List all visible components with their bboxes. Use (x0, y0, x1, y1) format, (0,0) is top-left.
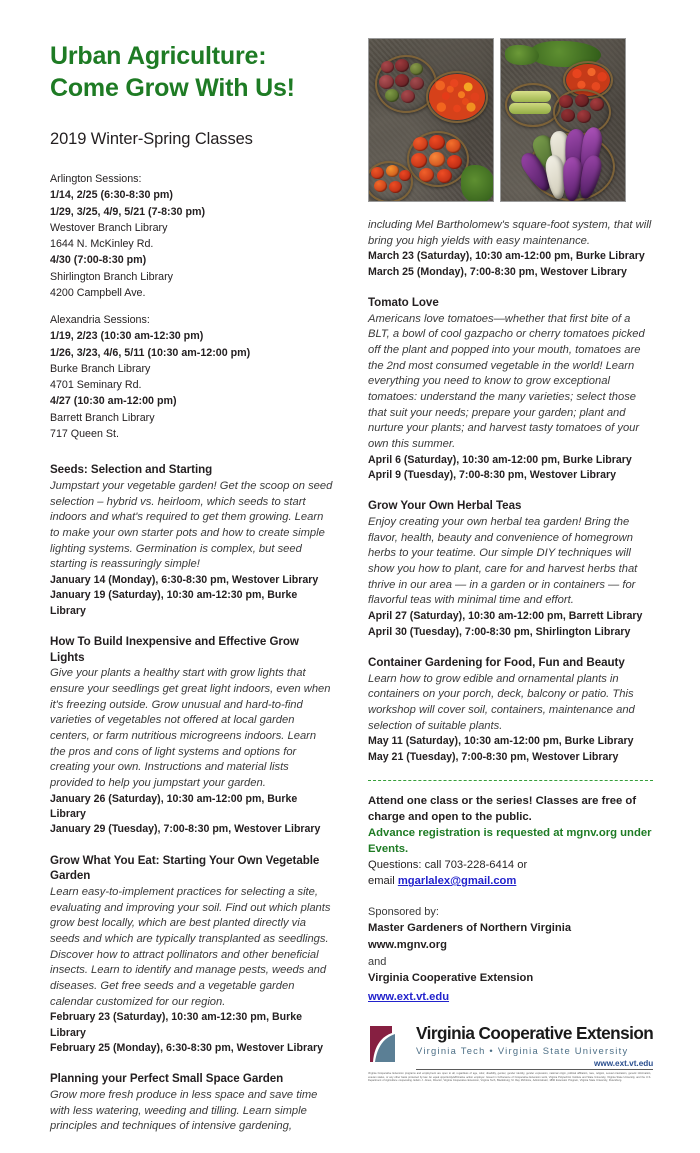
session-line: Westover Branch Library (50, 221, 168, 234)
session-line: 4/27 (10:30 am-12:00 pm) (50, 395, 177, 408)
class-date: February 25 (Monday), 6:30-8:30 pm, Westover Library (50, 1042, 323, 1055)
produce-dot (374, 180, 387, 192)
leafy-greens (505, 45, 539, 65)
produce-dot (386, 165, 399, 177)
produce-dot (401, 90, 415, 103)
class-date: January 19 (Saturday), 10:30 am-12:30 pm, Burke Library (50, 589, 298, 617)
class-date: April 27 (Saturday), 10:30 am-12:00 pm, Barrett Library (368, 610, 643, 623)
produce-dot (385, 89, 399, 102)
class-description: Learn easy-to-implement practices for selecting a site, evaluating and improving your soil. Find out which plants grow best locally, which are best planted directly via seeds and which are typically transplanted as seedlings. Discover how to attract pollinators and other beneficial insects. Learn to identify and manage pests, weeds and diseases. Get free seeds and a vegetable garden calendar customized for our region. (50, 886, 331, 1008)
squash (509, 103, 551, 114)
produce-dot (410, 63, 423, 75)
sessions-block (50, 171, 333, 442)
left-column (50, 40, 333, 1150)
produce-dot (429, 152, 445, 167)
session-line: 1/19, 2/23 (10:30 am-12:30 pm) (50, 330, 204, 343)
class-title: Seeds: Selection and Starting (50, 463, 213, 477)
produce-dot (577, 110, 591, 123)
produce-dot (590, 98, 604, 111)
produce-dot (559, 95, 573, 108)
registration-line-1: Advance registration is requested at mgnv.org under (368, 826, 652, 839)
session-line: 717 Queen St. (50, 427, 119, 440)
class-date: March 23 (Saturday), 10:30 am-12:00 pm, Burke Library (368, 250, 645, 263)
logo-url: www.ext.vt.edu (593, 1059, 654, 1069)
session-line: Shirlington Branch Library (50, 270, 173, 283)
sponsor-org-1: Master Gardeners of Northern Virginia (368, 922, 572, 934)
session-line: 4701 Seminary Rd. (50, 379, 142, 392)
logo-title: Virginia Cooperative Extension (416, 1022, 654, 1043)
logo-url-row (416, 1059, 653, 1070)
produce-dot (419, 168, 434, 182)
footer-info (368, 793, 653, 890)
produce-dot (411, 153, 427, 168)
produce-dot (410, 77, 424, 90)
produce-dot (437, 169, 452, 183)
session-line: 1/29, 3/25, 4/9, 5/21 (7-8:30 pm) (50, 205, 206, 218)
leafy-greens (461, 165, 494, 202)
produce-dot (395, 74, 409, 87)
vce-swoosh-icon (368, 1024, 410, 1064)
class-description: Enjoy creating your own herbal tea garden! Bring the flavor, health, beauty and convenience of homegrown herbs to your teatime. Our simple DIY techniques will show you how to plant, care for and harvest herbs that thrive in our area — in a garden or in containers — for flavorful teas with minimal time and effort. (368, 516, 638, 607)
attend-line-2: charge and open to the public. (368, 810, 532, 823)
class-description-part-1: Grow more fresh produce in less space and save time with less watering, weeding and tilling. Learn simple principles and techniques of intensive gardening, (50, 1089, 318, 1133)
produce-dot (389, 181, 402, 193)
photo-tomato-baskets (368, 38, 494, 202)
produce-dot (561, 109, 575, 122)
class-title: How To Build Inexpensive and Effective Grow Lights (50, 635, 299, 664)
logo-schools: Virginia Tech • Virginia State University (416, 1045, 629, 1057)
photo-vegetable-baskets (500, 38, 626, 202)
arlington-heading: Arlington Sessions: (50, 173, 142, 185)
page-title (50, 40, 333, 104)
produce-dot (371, 167, 384, 179)
session-line: 1644 N. McKinley Rd. (50, 238, 154, 251)
class-block-spanning-start (50, 1071, 333, 1135)
sponsor-label: Sponsored by: (368, 905, 439, 918)
class-date: January 29 (Tuesday), 7:00-8:30 pm, Westover Library (50, 823, 321, 836)
class-date: May 21 (Tuesday), 7:00-8:30 pm, Westover Library (368, 750, 619, 763)
class-block (368, 295, 653, 483)
right-column (368, 38, 653, 1082)
title-line-2: Come Grow With Us! (50, 74, 295, 102)
sponsor-url-1: www.mgnv.org (368, 938, 447, 951)
class-description: Jumpstart your vegetable garden! Get the scoop on seed selection – hybrid vs. heirloom, which seeds to start indoors and what's required to get them growing. Learn to make your own starter pots and how to create simple lighting systems. Germination is complex, but seed starting is reassuringly simple! (50, 479, 333, 571)
produce-dot (447, 155, 462, 169)
questions-line: Questions: call 703-228-6414 or (368, 859, 528, 872)
class-description-part-2: including Mel Bartholomew's square-foot system, that will bring you high yields with easy maintenance. (368, 219, 652, 247)
session-line: Burke Branch Library (50, 362, 151, 375)
vce-logo-mark-icon (368, 1024, 410, 1064)
sponsor-url-2-link[interactable]: www.ext.vt.edu (368, 990, 450, 1003)
class-title: Grow Your Own Herbal Teas (368, 499, 522, 513)
session-line: 1/14, 2/25 (6:30-8:30 pm) (50, 189, 173, 202)
class-block-spanning-end (368, 218, 653, 280)
registration-line-2: Events. (368, 843, 409, 855)
class-block (50, 853, 333, 1057)
class-date: January 14 (Monday), 6:30-8:30 pm, Westover Library (50, 573, 319, 586)
sponsor-org-2: Virginia Cooperative Extension (368, 972, 534, 985)
produce-dot (395, 59, 409, 72)
produce-dot (399, 170, 411, 181)
class-description: Americans love tomatoes—whether that first bite of a BLT, a bowl of cool gazpacho or cherry tomatoes picked off the plant and popped into your mouth, tomatoes are the 2nd most consumed vegetable in the world! Learn everything you need to know to grow exceptional tomatoes: understand the many varieties; select those that suit your needs; prepare your garden; plant and nurture your plants; and harvest tasty tomatoes of your own this summer. (368, 312, 645, 451)
class-title: Planning your Perfect Small Space Garden (50, 1072, 284, 1086)
class-block (50, 462, 333, 619)
produce-dot (381, 61, 394, 73)
session-line: Barrett Branch Library (50, 411, 155, 424)
class-description: Learn how to grow edible and ornamental plants in containers on your porch, deck, balcony or patio. This workshop will cover soil, containers, maintenance and selection of suitable plants. (368, 672, 635, 732)
alexandria-heading: Alexandria Sessions: (50, 314, 150, 327)
class-date: January 26 (Saturday), 10:30 am-12:00 pm, Burke Library (50, 792, 298, 821)
class-description: Give your plants a healthy start with grow lights that ensure your seedlings get great light indoors, even when it's freezing outside. Grow unusual and hard-to-find varieties of vegetables not offered at local garden centers, or farm nutritious microgreens indoors. Learn the pros and cons of light systems and options for creating your own. Instructions and material lists provided to help you jumpstart your garden. (50, 667, 331, 789)
squash (511, 91, 551, 102)
class-title: Container Gardening for Food, Fun and Beauty (368, 655, 625, 669)
produce-dot (379, 75, 394, 89)
email-line (368, 873, 653, 889)
class-title: Tomato Love (368, 296, 439, 310)
vce-logo (368, 1022, 654, 1083)
sponsor-block (368, 904, 653, 1006)
produce-dot (575, 94, 589, 107)
email-link[interactable]: mgarlalex@gmail.com (397, 875, 517, 888)
session-line: 1/26, 3/23, 4/6, 5/11 (10:30 am-12:00 pm) (50, 346, 251, 359)
cherry-tomato-cluster (429, 74, 485, 120)
produce-dot (413, 137, 428, 151)
class-title: Grow What You Eat: Starting Your Own Vegetable Garden (50, 853, 320, 883)
session-line: 4/30 (7:00-8:30 pm) (50, 254, 147, 267)
attend-line-1: Attend one class or the series! Classes are free of (368, 794, 637, 807)
class-date: March 25 (Monday), 7:00-8:30 pm, Westover Library (368, 265, 627, 278)
title-line-1: Urban Agriculture: (50, 42, 267, 70)
photo-gallery (368, 38, 653, 202)
produce-dot (429, 135, 445, 150)
class-block (368, 655, 653, 765)
sessions-spacer (50, 301, 333, 312)
class-block (368, 498, 653, 639)
section-divider (368, 780, 653, 781)
class-date: May 11 (Saturday), 10:30 am-12:00 pm, Burke Library (368, 735, 634, 748)
class-block (50, 634, 333, 838)
page-subtitle: 2019 Winter-Spring Classes (50, 130, 253, 148)
produce-dot (446, 139, 461, 153)
logo-text (416, 1024, 653, 1071)
legal-fineprint: Virginia Cooperative Extension programs and employment are open to all, regardless of age, color, disability, gender, gender identity, gender expression, national origin, political affiliation, race, religion, sexual orientation, genetic information, veteran status, or any other basis protected by law. An equal opportunity/affirmative action employer. Issued in furtherance of Cooperative Extension work, Virginia Polytechnic Institute and State University, Virginia State University, and the U.S. Department of Agriculture cooperating. Edwin J. Jones, Director, Virginia Cooperative Extension, Virginia Tech, Blacksburg; M. Ray McKinnie, Administrator, 1890 Extension Program, Virginia State University, Petersburg. (368, 1072, 651, 1082)
class-date: April 9 (Tuesday), 7:00-8:30 pm, Westover Library (368, 469, 617, 482)
session-line: 4200 Campbell Ave. (50, 286, 146, 299)
email-prefix: email (368, 875, 398, 888)
class-date: February 23 (Saturday), 10:30 am-12:30 pm, Burke Library (50, 1011, 302, 1039)
logo-row (368, 1022, 654, 1071)
sponsor-conjunction: and (368, 955, 387, 968)
class-date: April 30 (Tuesday), 7:00-8:30 pm, Shirlington Library (368, 625, 631, 638)
class-date: April 6 (Saturday), 10:30 am-12:00 pm, Burke Library (368, 453, 632, 466)
